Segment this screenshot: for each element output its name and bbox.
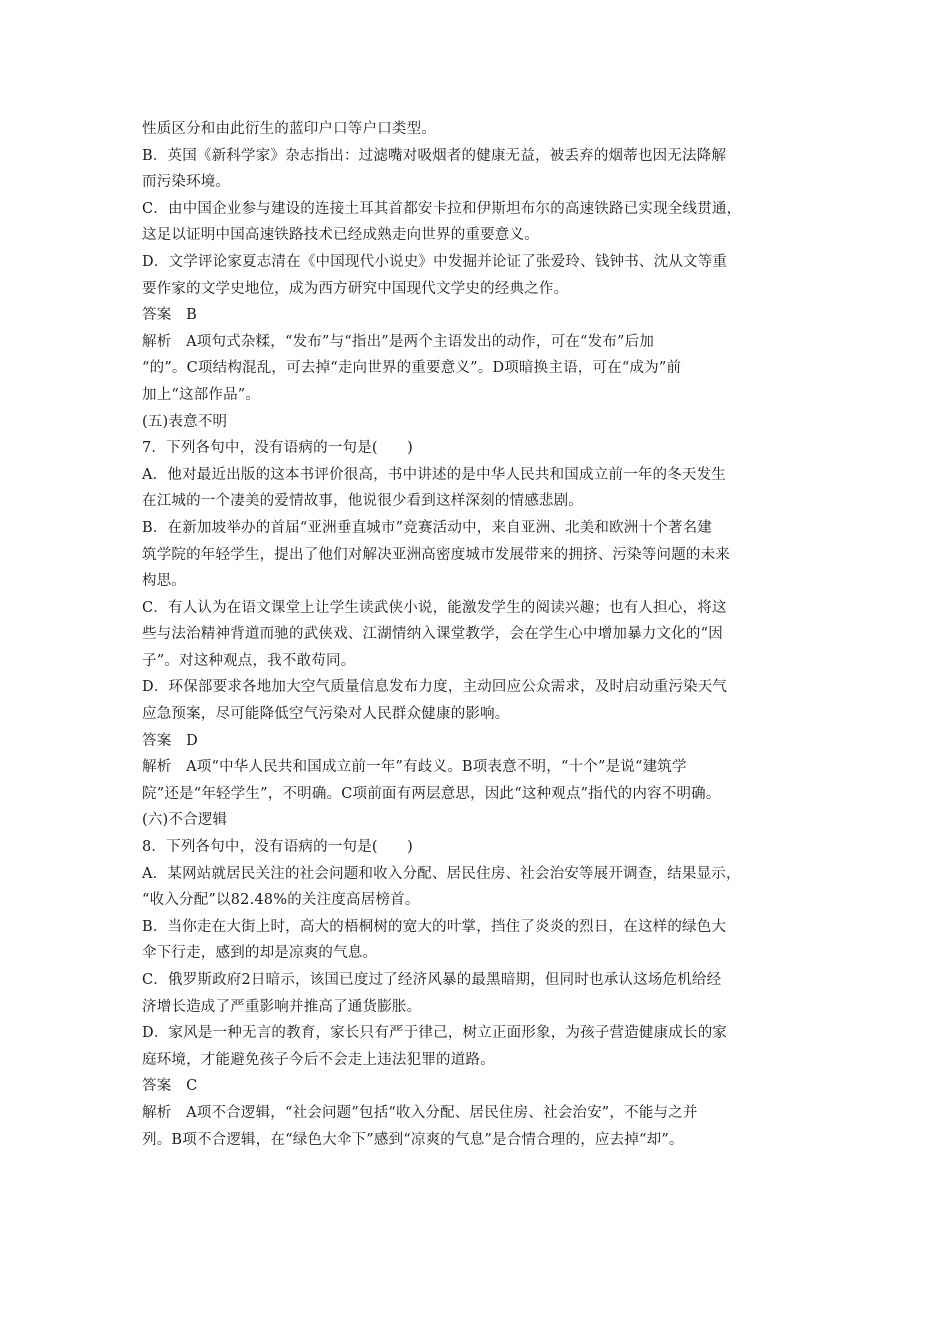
option-c-q6: C．由中国企业参与建设的连接土耳其首都安卡拉和伊斯坦布尔的高速铁路已实现全线贯通， xyxy=(142,200,742,217)
option-d-q7: D．环保部要求各地加大空气质量信息发布力度，主动回应公众需求，及时启动重污染天气 xyxy=(142,679,728,696)
text-line: 庭环境，才能避免孩子今后不会走上违法犯罪的道路。 xyxy=(142,1051,495,1068)
text-line: “收入分配”以82.48%的关注度高居榜首。 xyxy=(142,892,420,909)
section-heading-5: (五)表意不明 xyxy=(142,413,228,430)
answer-q7: 答案 D xyxy=(142,732,198,749)
section-heading-6: (六)不合逻辑 xyxy=(142,812,228,829)
option-d-q8: D．家风是一种无言的教育，家长只有严于律己，树立正面形象，为孩子营造健康成长的家 xyxy=(142,1025,728,1042)
text-line: 伞下行走，感到的却是凉爽的气息。 xyxy=(142,945,378,962)
text-line: 济增长造成了严重影响并推高了通货膨胀。 xyxy=(142,998,422,1015)
option-c-q7: C．有人认为在语文课堂上让学生读武侠小说，能激发学生的阅读兴趣；也有人担心，将这 xyxy=(142,599,727,616)
analysis-q8: 解析 A项不合逻辑，“社会问题”包括“收入分配、居民住房、社会治安”，不能与之并 xyxy=(142,1104,698,1121)
question-8: 8．下列各句中，没有语病的一句是( ) xyxy=(142,839,414,856)
text-line: 这足以证明中国高速铁路技术已经成熟走向世界的重要意义。 xyxy=(142,227,539,244)
text-line: 加上“这部作品”。 xyxy=(142,386,261,403)
text-line: 性质区分和由此衍生的蓝印户口等户口类型。 xyxy=(142,121,436,137)
option-c-q8: C．俄罗斯政府2日暗示，该国已度过了经济风暴的最黑暗期，但同时也承认这场危机给经 xyxy=(142,972,722,988)
option-b-q7: B．在新加坡举办的首届“亚洲垂直城市”竞赛活动中，来自亚洲、北美和欧洲十个著名建 xyxy=(142,519,712,536)
text-line: “的”。C项结构混乱，可去掉“走向世界的重要意义”。D项暗换主语，可在“成为”前 xyxy=(142,360,682,377)
option-a-q8: A．某网站就居民关注的社会问题和收入分配、居民住房、社会治安等展开调查，结果显示， xyxy=(142,865,741,882)
text-line: 要作家的文学史地位，成为西方研究中国现代文学史的经典之作。 xyxy=(142,280,569,297)
text-line: 构思。 xyxy=(142,573,187,590)
analysis-q7: 解析 A项“中华人民共和国成立前一年”有歧义。B项表意不明，“十个”是说“建筑学 xyxy=(142,759,687,776)
option-a-q7: A．他对最近出版的这本书评价很高，书中讲述的是中华人民共和国成立前一年的冬天发生 xyxy=(142,466,726,483)
text-line: 在江城的一个凄美的爱情故事，他说很少看到这样深刻的情感悲剧。 xyxy=(142,493,583,510)
option-b-q8: B．当你走在大街上时，高大的梧桐树的宽大的叶掌，挡住了炎炎的烈日，在这样的绿色大 xyxy=(142,918,727,935)
text-line: 应急预案，尽可能降低空气污染对人民群众健康的影响。 xyxy=(142,706,510,723)
analysis-q6: 解析 A项句式杂糅，“发布”与“指出”是两个主语发出的动作，可在“发布”后加 xyxy=(142,333,655,350)
question-7: 7．下列各句中，没有语病的一句是( ) xyxy=(142,440,414,457)
option-d-q6: D．文学评论家夏志清在《中国现代小说史》中发掘并论证了张爱玲、钱钟书、沈从文等重 xyxy=(142,253,728,270)
document-page xyxy=(142,116,822,1153)
answer-q8: 答案 C xyxy=(142,1078,198,1095)
option-b-q6: B．英国《新科学家》杂志指出：过滤嘴对吸烟者的健康无益，被丢弃的烟蒂也因无法降解 xyxy=(142,147,727,164)
text-line: 些与法治精神背道而驰的武侠戏、江湖情纳入课堂教学，会在学生心中增加暴力文化的“因 xyxy=(142,626,723,643)
text-line: 而污染环境。 xyxy=(142,174,231,191)
text-line: 筑学院的年轻学生，提出了他们对解决亚洲高密度城市发展带来的拥挤、污染等问题的未来 xyxy=(142,546,730,563)
answer-q6: 答案 B xyxy=(142,307,197,324)
text-line: 列。B项不合逻辑，在“绿色大伞下”感到“凉爽的气息”是合情合理的，应去掉“却”。 xyxy=(142,1131,684,1148)
text-line: 子”。对这种观点，我不敢苟同。 xyxy=(142,652,356,669)
text-line: 院”还是“年轻学生”，不明确。C项前面有两层意思，因此“这种观点”指代的内容不明确。 xyxy=(142,785,721,802)
